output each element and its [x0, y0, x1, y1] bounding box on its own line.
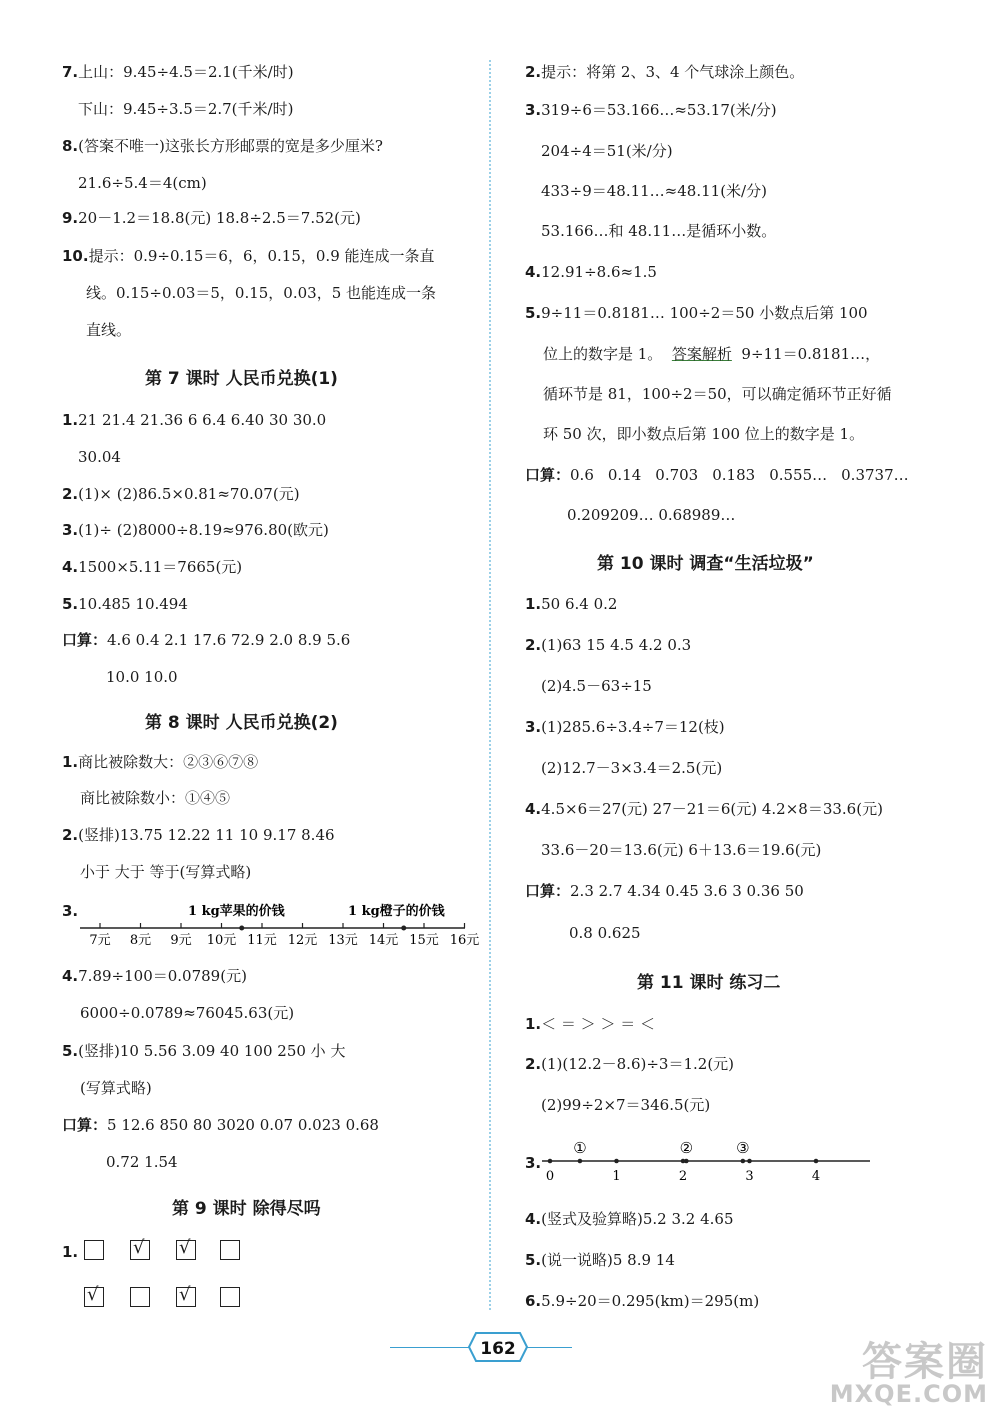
l8-q4-line1: 4.7.89÷100＝0.0789(元) [62, 967, 247, 985]
r-q3-line2: 204÷4＝51(米/分) [541, 142, 673, 160]
watermark [829, 1339, 988, 1408]
price-point [239, 926, 244, 931]
r-mental-line1: 口算：0.6 0.14 0.703 0.183 0.555… 0.3737… [525, 465, 923, 485]
l11-q2-line1: 2.(1)(12.2－8.6)÷3＝1.2(元) [525, 1055, 735, 1073]
l8-q1-line2: 商比被除数小：①④⑤ [80, 789, 231, 807]
price-tick-label: 14元 [368, 933, 399, 948]
checkbox [220, 1287, 240, 1307]
lesson9-heading: 第 9 课时 除得尽吗 [172, 1199, 321, 1219]
l10-q2-line2: (2)4.5－63÷15 [541, 677, 652, 695]
lesson10-heading: 第 10 课时 调查“生活垃圾” [597, 554, 814, 574]
l9-q1-number: 1. [62, 1243, 79, 1261]
mental-answer: 0.6 [570, 466, 594, 484]
r-q2: 2.提示：将第 2、3、4 个气球涂上颜色。 [525, 63, 805, 81]
price-tick-label: 9元 [170, 933, 192, 948]
r-q5-line4: 环 50 次，即小数点后第 100 位上的数字是 1。 [543, 425, 865, 443]
decimal-tick-label: 1 [612, 1169, 621, 1184]
checkbox [130, 1237, 150, 1260]
r-q5-line1: 5.9÷11＝0.8181… 100÷2＝50 小数点后第 100 [525, 304, 868, 322]
price-tick-label: 15元 [409, 933, 439, 948]
q8-line2: 21.6÷5.4＝4(cm) [78, 174, 207, 192]
l8-q3-number: 3. [62, 902, 79, 920]
l10-q4-line1: 4.4.5×6＝27(元) 27－21＝6(元) 4.2×8＝33.6(元) [525, 800, 883, 818]
l10-q4-line2: 33.6－20＝13.6(元) 6＋13.6＝19.6(元) [541, 841, 822, 859]
footer-rule-right [527, 1347, 572, 1348]
watermark-url: MXQE.COM [829, 1380, 988, 1408]
mental-answer: 0.3737… [841, 466, 909, 484]
r-q3-line4: 53.166…和 48.11…是循环小数。 [541, 222, 777, 240]
price-ticks [89, 923, 479, 948]
l11-q5: 5.(说一说略)5 8.9 14 [525, 1251, 675, 1269]
l10-q3-line1: 3.(1)285.6÷3.4÷7＝12(枝) [525, 718, 725, 736]
q8-line1: 8.(答案不唯一)这张长方形邮票的宽是多少厘米? [62, 137, 383, 155]
decimal-mark-point [684, 1159, 689, 1164]
r-q3-line3: 433÷9＝48.11…≈48.11(米/分) [541, 182, 767, 200]
check-mark: √ [179, 1237, 191, 1258]
l11-q2-line2: (2)99÷2×7＝346.5(元) [541, 1096, 711, 1114]
l11-q4: 4.(竖式及验算略)5.2 3.2 4.65 [525, 1210, 734, 1228]
decimal-number-line [542, 1138, 872, 1188]
column-divider [489, 60, 491, 1310]
l11-q3-number: 3. [525, 1154, 542, 1172]
l8-q2-line2: 小于 大于 等于(写算式略) [80, 863, 252, 881]
footer-rule-left [390, 1347, 470, 1348]
decimal-tick-label: 3 [745, 1169, 754, 1184]
r-q5-line2: 位上的数字是 1。 答案解析 9÷11＝0.8181…， [543, 345, 881, 363]
r-mental-items [570, 466, 923, 484]
decimal-mark-label: ① [573, 1139, 587, 1157]
decimal-mark-label: ② [679, 1139, 694, 1157]
l8-q2-line1: 2.(竖排)13.75 12.22 11 10 9.17 8.46 [62, 826, 335, 844]
price-tick-label: 13元 [328, 933, 358, 948]
l11-q1: 1.＜ ＝ ＞ ＞ ＝ ＜ [525, 1015, 655, 1033]
checkbox [220, 1240, 240, 1260]
q10-line3: 直线。 [86, 321, 132, 339]
decimal-tick [548, 1159, 553, 1164]
page-number: 162 [480, 1339, 516, 1359]
l8-mental-line1: 口算：5 12.6 850 80 3020 0.07 0.023 0.68 [62, 1116, 379, 1134]
l8-q1-line1: 1.商比被除数大：②③⑥⑦⑧ [62, 753, 259, 771]
price-tick-label: 8元 [129, 933, 152, 948]
decimal-mark-label: ③ [736, 1139, 750, 1157]
l10-mental-line1: 口算：2.3 2.7 4.34 0.45 3.6 3 0.36 50 [525, 882, 804, 900]
decimal-tick-label: 2 [678, 1169, 688, 1184]
decimal-tick [814, 1159, 819, 1164]
apple-price-label: 1 kg苹果的价钱 [188, 904, 285, 919]
l11-q6: 6.5.9÷20＝0.295(km)＝295(m) [525, 1292, 760, 1310]
decimal-tick-label: 4 [811, 1169, 821, 1184]
checkbox [176, 1237, 196, 1260]
l8-q5-line1: 5.(竖排)10 5.56 3.09 40 100 250 小 大 [62, 1042, 346, 1060]
price-number-line [80, 895, 480, 950]
checkbox [84, 1240, 104, 1260]
r-mental-line2: 0.209209… 0.68989… [567, 506, 736, 524]
q10-line1: 10.提示：0.9÷0.15＝6，6，0.15，0.9 能连成一条直 [62, 247, 435, 265]
q10-line2: 线。0.15÷0.03＝5，0.15，0.03，5 也能连成一条 [86, 284, 437, 302]
r-q3-line1: 3.319÷6＝53.166…≈53.17(米/分) [525, 101, 777, 119]
l7-mental-line1: 口算：4.6 0.4 2.1 17.6 72.9 2.0 8.9 5.6 [62, 631, 351, 649]
l8-q4-line2: 6000÷0.0789≈76045.63(元) [80, 1004, 295, 1022]
checkbox [130, 1287, 150, 1307]
page-number-badge [468, 1330, 528, 1364]
l7-mental-line2: 10.0 10.0 [106, 668, 178, 686]
l7-q1-line1: 1.21 21.4 21.36 6 6.4 6.40 30 30.0 [62, 411, 327, 429]
q7-line2: 下山：9.45÷3.5＝2.7(千米/时) [78, 100, 294, 118]
orange-price-label: 1 kg橙子的价钱 [348, 904, 445, 919]
lesson8-heading: 第 8 课时 人民币兑换(2) [145, 713, 338, 733]
l10-mental-line2: 0.8 0.625 [569, 924, 641, 942]
price-tick-label: 7元 [89, 933, 111, 948]
mental-answer: 0.703 [655, 466, 699, 484]
l7-q5: 5.10.485 10.494 [62, 595, 188, 613]
decimal-tick [747, 1159, 752, 1164]
decimal-mark-point [741, 1159, 746, 1164]
l7-q2: 2.(1)× (2)86.5×0.81≈70.07(元) [62, 485, 300, 503]
answer-analysis-tag: 答案解析 [671, 345, 732, 363]
lesson11-heading: 第 11 课时 练习二 [637, 973, 781, 993]
r-q5-line3: 循环节是 81，100÷2＝50，可以确定循环节正好循 [543, 385, 892, 403]
l8-mental-line2: 0.72 1.54 [106, 1153, 178, 1171]
l7-q1-line2: 30.04 [78, 448, 121, 466]
r-q4: 4.12.91÷8.6≈1.5 [525, 263, 657, 281]
decimal-tick [614, 1159, 619, 1164]
check-mark: √ [87, 1284, 99, 1305]
l10-q2-line1: 2.(1)63 15 4.5 4.2 0.3 [525, 636, 692, 654]
price-point [401, 926, 406, 931]
q7-line1: 7.上山：9.45÷4.5＝2.1(千米/时) [62, 63, 294, 81]
l10-q1: 1.50 6.4 0.2 [525, 595, 618, 613]
mental-answer: 0.14 [607, 466, 642, 484]
lesson7-heading: 第 7 课时 人民币兑换(1) [145, 369, 338, 389]
decimal-tick-label: 0 [545, 1169, 555, 1184]
price-tick-label: 16元 [449, 933, 480, 948]
price-tick-label: 11元 [247, 933, 277, 948]
watermark-logo-text: 答案圈 [862, 1339, 988, 1385]
l7-q3: 3.(1)÷ (2)8000÷8.19≈976.80(欧元) [62, 521, 329, 539]
l8-q5-line2: (写算式略) [80, 1079, 152, 1097]
mental-answer: 0.183 [712, 466, 756, 484]
check-mark: √ [133, 1237, 145, 1258]
price-tick-label: 12元 [287, 933, 318, 948]
l10-q3-line2: (2)12.7－3×3.4＝2.5(元) [541, 759, 723, 777]
price-tick-label: 10元 [206, 933, 237, 948]
mental-answer: 0.555… [769, 466, 828, 484]
checkbox [176, 1284, 196, 1307]
q9-line: 9.20－1.2＝18.8(元) 18.8÷2.5＝7.52(元) [62, 209, 361, 227]
l7-q4: 4.1500×5.11＝7665(元) [62, 558, 243, 576]
check-mark: √ [179, 1284, 191, 1305]
decimal-mark-point [578, 1159, 583, 1164]
checkbox [84, 1284, 104, 1307]
